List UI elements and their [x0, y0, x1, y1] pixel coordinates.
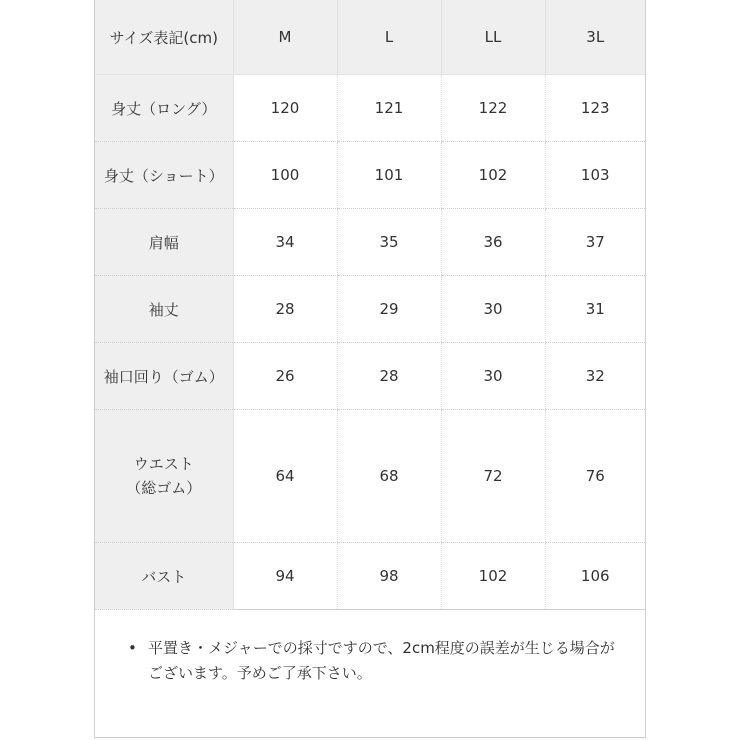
- table-row: [95, 142, 645, 209]
- row-label: 肩幅: [95, 209, 233, 276]
- row-label: 袖口回り（ゴム）: [95, 343, 233, 410]
- table-header-row: [95, 0, 645, 75]
- note-text: 平置き・メジャーでの採寸ですので、2cm程度の誤差が生じる場合がございます。予めご了承下さい。: [148, 639, 615, 682]
- cell-value: 94: [233, 543, 337, 610]
- cell-value: 30: [441, 343, 545, 410]
- cell-value: 29: [337, 276, 441, 343]
- cell-value: 101: [337, 142, 441, 209]
- cell-value: 32: [545, 343, 645, 410]
- cell-value: 36: [441, 209, 545, 276]
- cell-value: 35: [337, 209, 441, 276]
- cell-value: 102: [441, 142, 545, 209]
- cell-value: 122: [441, 75, 545, 142]
- cell-value: 103: [545, 142, 645, 209]
- cell-value: 28: [337, 343, 441, 410]
- header-size-m: M: [233, 0, 337, 75]
- table-row: [95, 209, 645, 276]
- table-row: [95, 75, 645, 142]
- cell-value: 76: [545, 410, 645, 543]
- cell-value: 98: [337, 543, 441, 610]
- row-label: 身丈（ショート）: [95, 142, 233, 209]
- measurement-note: [128, 636, 628, 686]
- cell-value: 123: [545, 75, 645, 142]
- cell-value: 28: [233, 276, 337, 343]
- cell-value: 26: [233, 343, 337, 410]
- row-label-line2: （総ゴム）: [126, 479, 202, 497]
- cell-value: 120: [233, 75, 337, 142]
- row-label: バスト: [95, 543, 233, 610]
- cell-value: 34: [233, 209, 337, 276]
- cell-value: 102: [441, 543, 545, 610]
- cell-value: 106: [545, 543, 645, 610]
- table-row: [95, 276, 645, 343]
- row-label: [95, 410, 233, 543]
- cell-value: 72: [441, 410, 545, 543]
- cell-value: 37: [545, 209, 645, 276]
- header-size-l: L: [337, 0, 441, 75]
- cell-value: 31: [545, 276, 645, 343]
- row-label-line1: ウエスト: [133, 455, 194, 473]
- row-label-multiline: [126, 452, 201, 500]
- header-size-label: サイズ表記(cm): [95, 0, 233, 75]
- cell-value: 100: [233, 142, 337, 209]
- cell-value: 68: [337, 410, 441, 543]
- table-row: [95, 410, 645, 543]
- row-label: 身丈（ロング）: [95, 75, 233, 142]
- header-size-ll: LL: [441, 0, 545, 75]
- bullet-icon: •: [128, 639, 137, 657]
- header-size-3l: 3L: [545, 0, 645, 75]
- cell-value: 30: [441, 276, 545, 343]
- cell-value: 64: [233, 410, 337, 543]
- table-row: [95, 343, 645, 410]
- table-row: [95, 543, 645, 610]
- size-table: [95, 0, 645, 610]
- size-chart-panel: [94, 0, 646, 738]
- cell-value: 121: [337, 75, 441, 142]
- row-label: 袖丈: [95, 276, 233, 343]
